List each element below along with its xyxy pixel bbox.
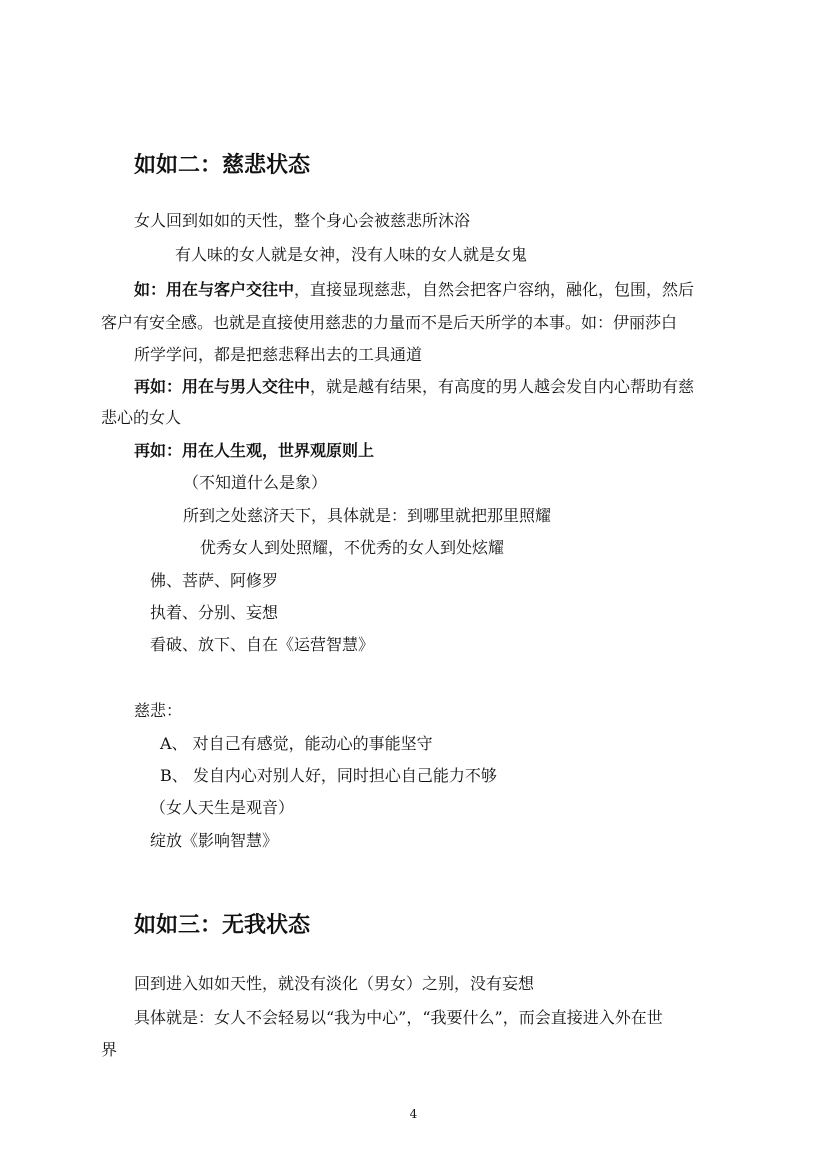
section2-paragraph-13: 绽放《影响智慧》 xyxy=(150,831,279,850)
section2-paragraph-3-line3: 所学学问，都是把慈悲释出去的工具通道 xyxy=(134,345,423,364)
section3-paragraph-1: 回到进入如如天性，就没有淡化（男女）之别，没有妄想 xyxy=(134,974,535,993)
section2-paragraph-11: 看破、放下、自在《运营智慧》 xyxy=(150,635,375,654)
cibei-label: 慈悲： xyxy=(134,701,183,720)
section2-paragraph-7: 所到之处慈济天下，具体就是：到哪里就把那里照耀 xyxy=(183,506,552,525)
section2-paragraph-6: （不知道什么是象） xyxy=(183,473,328,492)
section2-paragraph-9: 佛、菩萨、阿修罗 xyxy=(150,571,279,590)
page-number: 4 xyxy=(409,1107,418,1121)
bold-lead-men: 再如：用在与男人交往中 xyxy=(134,377,311,396)
section2-paragraph-12: （女人天生是观音） xyxy=(150,798,295,817)
section2-paragraph-4-line2: 悲心的女人 xyxy=(101,408,182,427)
section2-paragraph-2: 有人味的女人就是女神，没有人味的女人就是女鬼 xyxy=(175,245,528,264)
section2-heading: 如如二：慈悲状态 xyxy=(134,153,311,178)
section2-paragraph-5: 再如：用在人生观，世界观原则上 xyxy=(134,441,375,460)
list-item-a: A、 对自己有感觉，能动心的事能坚守 xyxy=(160,734,433,753)
section2-paragraph-3-line2: 客户有安全感。也就是直接使用慈悲的力量而不是后天所学的本事。如：伊丽莎白 xyxy=(101,313,678,332)
section2-paragraph-1: 女人回到如如的天性，整个身心会被慈悲所沐浴 xyxy=(134,211,471,230)
paragraph-3-line1-text: ，直接显现慈悲，自然会把客户容纳，融化，包围，然后 xyxy=(294,280,695,299)
paragraph-4-line1-text: ，就是越有结果，有高度的男人越会发自内心帮助有慈 xyxy=(310,377,695,396)
section2-paragraph-10: 执着、分别、妄想 xyxy=(150,603,279,622)
section3-paragraph-2-line1: 具体就是：女人不会轻易以“我为中心”，“我要什么”，而会直接进入外在世 xyxy=(134,1008,663,1027)
section2-paragraph-3-line1 xyxy=(134,280,694,300)
list-item-b: B、 发自内心对别人好，同时担心自己能力不够 xyxy=(160,766,497,785)
section2-paragraph-8: 优秀女人到处照耀，不优秀的女人到处炫耀 xyxy=(200,538,505,557)
section3-heading: 如如三：无我状态 xyxy=(134,913,311,938)
section2-paragraph-4-line1 xyxy=(134,377,694,397)
section3-paragraph-2-line2: 界 xyxy=(101,1040,118,1059)
bold-lead-customer: 如：用在与客户交往中 xyxy=(134,280,295,299)
